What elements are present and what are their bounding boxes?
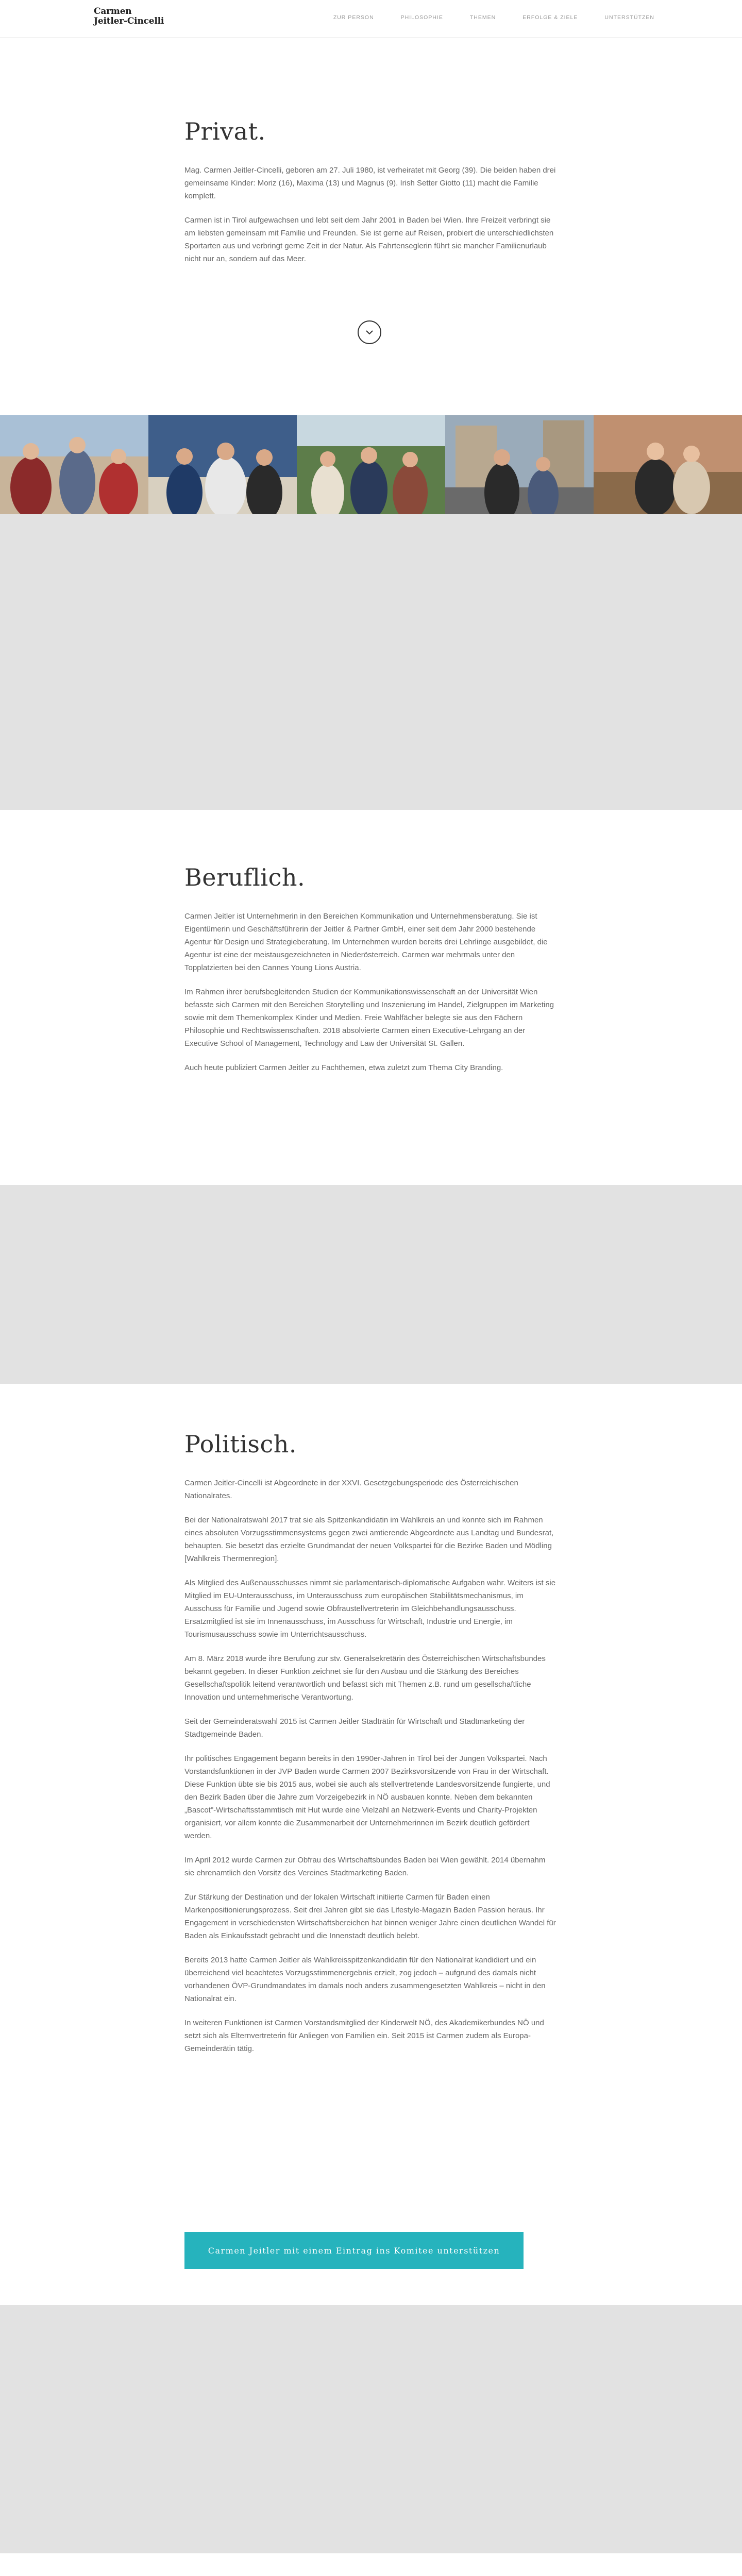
support-committee-button[interactable]: Carmen Jeitler mit einem Eintrag ins Komitee unterstützen bbox=[184, 2232, 524, 2269]
nav-erfolge-ziele[interactable]: ERFOLGE & ZIELE bbox=[522, 14, 578, 21]
politisch-paragraph: Seit der Gemeinderatswahl 2015 ist Carmen Jeitler Stadträtin für Wirtschaft und Stadtmarketing der Stadtgemeinde Baden. bbox=[184, 1717, 525, 1739]
section-politisch bbox=[184, 1430, 556, 2066]
site-logo[interactable] bbox=[94, 7, 164, 26]
logo-line1: Carmen bbox=[94, 6, 132, 16]
privat-title: Privat. bbox=[184, 117, 266, 145]
logo-line2: Jeitler-Cincelli bbox=[94, 16, 164, 26]
politisch-title: Politisch. bbox=[184, 1430, 297, 1458]
gray-placeholder-block bbox=[0, 2305, 742, 2553]
beruflich-paragraph: Carmen Jeitler ist Unternehmerin in den Bereichen Kommunikation und Unternehmensberatung. Sie ist Eigentümerin und Geschäftsführerin der Jeitler & Partner GmbH, einer seit dem Jahr 2000 bestehende Agentur für Design und Strategieberatung. Im Unternehmen wurden bereits drei Lehrlinge ausgebildet, die Agentur ist eine der meistausgezeichneten in Niederösterreich. Carmen war mehrmals unter den Topplatzierten bei den Cannes Young Lions Austria. bbox=[184, 912, 548, 972]
nav-philosophie[interactable]: PHILOSOPHIE bbox=[400, 14, 443, 21]
politisch-paragraph: Als Mitglied des Außenausschusses nimmt sie parlamentarisch-diplomatische Aufgaben wahr. Weiters ist sie Mitglied im EU-Unterausschuss, im Unterausschuss zum europäischen Stabilitätsmechanismus, im Ausschuss für Familie und Jugend sowie Obfraustellvertreterin im Gleichbehandlungsausschuss. Ersatzmitglied ist sie im Innenausschuss, im Ausschuss für Wirtschaft, Industrie und Energie, im Tourismusausschuss sowie im Unterrichtsausschuss. bbox=[184, 1579, 556, 1639]
beruflich-title: Beruflich. bbox=[184, 863, 306, 891]
photo-family-city bbox=[445, 415, 594, 514]
politisch-paragraph: Im April 2012 wurde Carmen zur Obfrau des Wirtschaftsbundes Baden bei Wien gewählt. 2014 übernahm sie ehrenamtlich den Vorsitz des Vereines Stadtmarketing Baden. bbox=[184, 1856, 546, 1877]
nav-themen[interactable]: THEMEN bbox=[469, 14, 496, 21]
beruflich-paragraph: Im Rahmen ihrer berufsbegleitenden Studien der Kommunikationswissenschaft an der Universität Wien befasste sich Carmen mit den Bereichen Storytelling und Inszenierung im Handel, Zielgruppen im Marketing sowie mit dem Themenkomplex Kinder und Medien. Freie Wahlfächer belegte sie aus den Fächern Philosophie und Rechtswissenschaften. 2018 absolvierte Carmen einen Executive-Lehrgang an der Executive School of Management, Technology and Law der Universität St. Gallen. bbox=[184, 988, 554, 1048]
gray-placeholder-block bbox=[0, 514, 742, 810]
politisch-paragraph: In weiteren Funktionen ist Carmen Vorstandsmitglied der Kinderwelt NÖ, des Akademikerbundes NÖ und setzt sich als Elternvertreterin für Anliegen von Familien ein. Seit 2015 ist Carmen zudem als Europa-Gemeinderätin tätig. bbox=[184, 2019, 544, 2053]
section-beruflich bbox=[184, 863, 556, 1086]
nav-zur-person[interactable]: ZUR PERSON bbox=[333, 14, 374, 21]
photo-family-outdoor bbox=[297, 415, 445, 514]
politisch-paragraph: Carmen Jeitler-Cincelli ist Abgeordnete in der XXVI. Gesetzgebungsperiode des Österreichischen Nationalrates. bbox=[184, 1479, 518, 1500]
privat-paragraph: Carmen ist in Tirol aufgewachsen und lebt seit dem Jahr 2001 in Baden bei Wien. Ihre Freizeit verbringt sie am liebsten gemeinsam mit Familie und Freunden. Sie ist gerne auf Reisen, probiert die unterschiedlichsten Sportarten aus und verbringt gerne Zeit in der Natur. Als Fahrtenseglerin führt sie mancher Familienurlaub nicht nur an, sondern auf das Meer. bbox=[184, 216, 554, 263]
beruflich-paragraph: Auch heute publiziert Carmen Jeitler zu Fachthemen, etwa zuletzt zum Thema City Branding. bbox=[184, 1063, 503, 1072]
photo-family-dirndl bbox=[0, 415, 148, 514]
photo-strip bbox=[0, 415, 742, 514]
politisch-paragraph: Bei der Nationalratswahl 2017 trat sie als Spitzenkandidatin im Wahlkreis an und konnte sich im Rahmen eines absoluten Vorzugsstimmensystems gegen zwei amtierende Abgeordnete aus Landtag und Bundesrat, behaupten. Sie besetzt das erzielte Grundmandat der neuen Volkspartei für die Bezirke Baden und Mödling [Wahlkreis Thermenregion]. bbox=[184, 1516, 554, 1563]
section-privat bbox=[184, 117, 556, 277]
main-nav bbox=[307, 14, 654, 21]
photo-family-group bbox=[148, 415, 297, 514]
scroll-down-button[interactable] bbox=[358, 320, 381, 344]
site-header bbox=[0, 0, 742, 38]
politisch-paragraph: Zur Stärkung der Destination und der lokalen Wirtschaft initiierte Carmen für Baden einen Markenpositionierungsprozess. Seit drei Jahren gibt sie das Lifestyle-Magazin Baden Passion heraus. Ihr Engagement in verschiedensten Wirtschaftsbereichen hat binnen weniger Jahre einen deutlichen Wandel für Baden als Einkaufsstadt gebracht und die Innenstadt deutlich belebt. bbox=[184, 1893, 556, 1940]
photo-mother-daughter bbox=[594, 415, 742, 514]
politisch-paragraph: Bereits 2013 hatte Carmen Jeitler als Wahlkreisspitzenkandidatin für den Nationalrat kandidiert und ein überreichend viel beachtetes Vorzugsstimmenergebnis erzielt, zog jedoch – aufgrund des damals nicht vorhandenen ÖVP-Grundmandates im damals noch anders zusammengesetzten Wahlkreis – nicht in den Nationalrat ein. bbox=[184, 1956, 546, 2003]
politisch-paragraph: Am 8. März 2018 wurde ihre Berufung zur stv. Generalsekretärin des Österreichischen Wirtschaftsbundes bekannt gegeben. In dieser Funktion zeichnet sie für den Ausbau und die Stärkung des Bereiches Gesellschaftspolitik leitend verantwortlich und befasst sich mit Themen z.B. rund um gesellschaftliche Innovation und unternehmerische Verantwortung. bbox=[184, 1654, 546, 1702]
nav-unterstuetzen[interactable]: UNTERSTÜTZEN bbox=[604, 14, 654, 21]
privat-paragraph: Mag. Carmen Jeitler-Cincelli, geboren am 27. Juli 1980, ist verheiratet mit Georg (39). Die beiden haben drei gemeinsame Kinder: Moriz (16), Maxima (13) und Magnus (9). Irish Setter Giotto (11) macht die Familie komplett. bbox=[184, 166, 556, 200]
politisch-paragraph: Ihr politisches Engagement begann bereits in den 1990er-Jahren in Tirol bei der Jungen Volkspartei. Nach Vorstandsfunktionen in der JVP Baden wurde Carmen 2007 Bezirksvorsitzende von Frau in der Wirtschaft. Diese Funktion übte sie bis 2015 aus, wobei sie auch als stellvertretende Landesvorsitzende fungierte, und den Bezirk Baden über die Jahre zum Vorzeigebezirk in NÖ ausbauen konnte. Neben dem bekannten „Bascot"-Wirtschaftsstammtisch mit Hut wurde eine Vielzahl an Netzwerk-Events und Charity-Projekten organisiert, vor allem konnte die Zusammenarbeit der Unternehmerinnen im Bezirk deutlich gefördert werden. bbox=[184, 1754, 550, 1840]
gray-placeholder-block bbox=[0, 1185, 742, 1384]
chevron-down-icon bbox=[365, 328, 374, 337]
